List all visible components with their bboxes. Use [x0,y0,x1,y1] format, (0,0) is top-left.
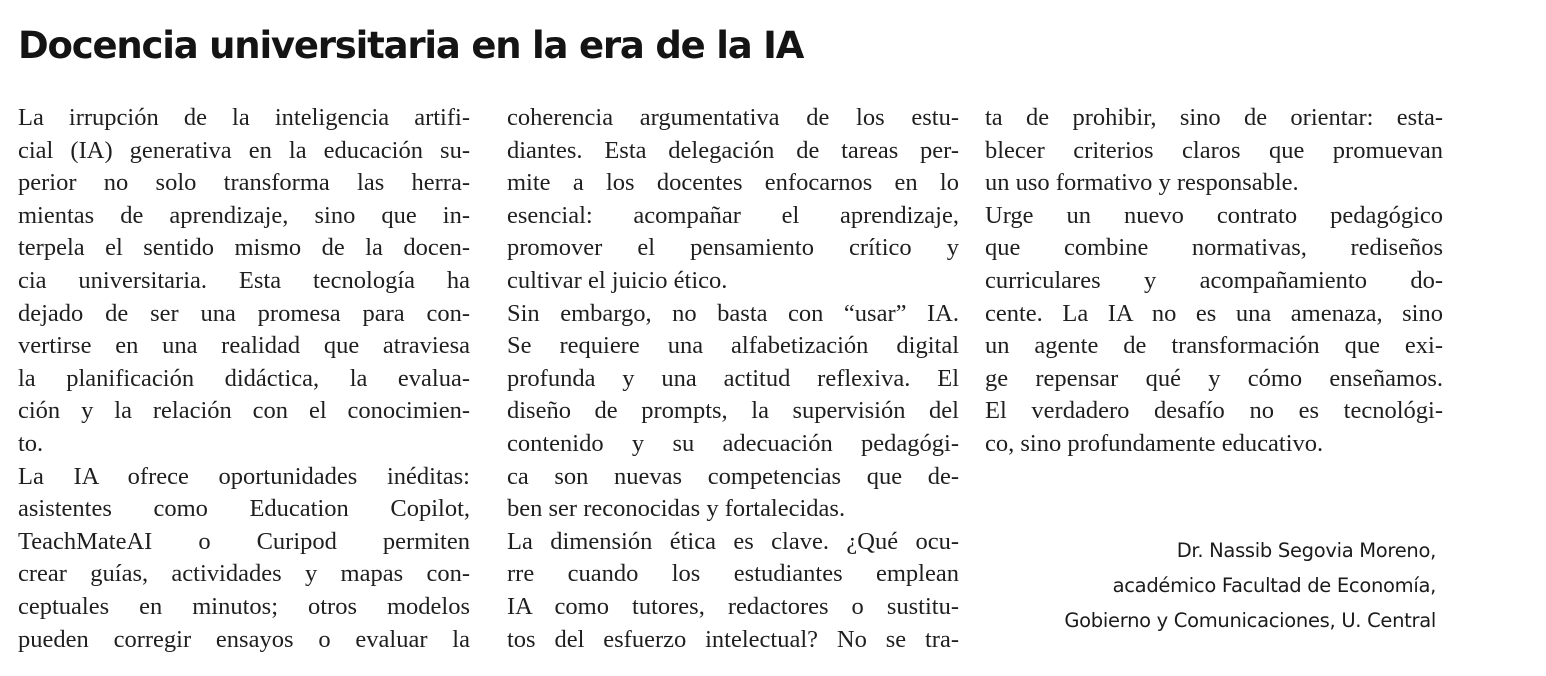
text-line: co, sino profundamente educativo. [985,429,1324,457]
text-line: cultivar el juicio ético. [507,266,728,294]
author-name: Dr. Nassib Segovia Moreno, [1176,539,1436,562]
text-line: La dimensión ética es clave. ¿Qué ocu- [507,527,959,555]
text-line: la planificación didáctica, la evalua- [18,364,470,392]
text-line: Se requiere una alfabetización digital [507,332,959,360]
text-line: contenido y su adecuación pedagógi- [507,429,959,457]
text-line: vertirse en una realidad que atraviesa [18,332,470,360]
text-line: mite a los docentes enfocarnos en lo [507,169,959,197]
article-title: Docencia universitaria en la era de la IA [18,24,804,67]
text-line: La IA ofrece oportunidades inéditas: [18,462,470,490]
text-line: ge repensar qué y cómo enseñamos. [985,364,1443,392]
text-line: tos del esfuerzo intelectual? No se tra- [507,625,959,653]
text-line: ta de prohibir, sino de orientar: esta- [985,104,1443,131]
text-line: un agente de transformación que exi- [985,332,1443,360]
text-line: crear guías, actividades y mapas con- [18,560,470,588]
text-line: ca son nuevas competencias que de- [507,462,959,490]
author-role: académico Facultad de Economía, [1112,574,1436,597]
text-line: que combine normativas, rediseños [985,234,1443,262]
text-line: cial (IA) generativa en la educación su- [18,136,470,164]
text-line: TeachMateAI o Curipod permiten [18,527,470,555]
text-line: ceptuales en minutos; otros modelos [18,592,470,620]
text-line: perior no solo transforma las herra- [18,169,470,197]
text-line: cente. La IA no es una amenaza, sino [985,299,1443,327]
text-line: mientas de aprendizaje, sino que in- [18,201,470,229]
text-line: diantes. Esta delegación de tareas per- [507,136,959,164]
text-line: esencial: acompañar el aprendizaje, [507,201,959,229]
text-line: promover el pensamiento crítico y [507,234,959,262]
text-line: Urge un nuevo contrato pedagógico [985,201,1443,229]
text-line: terpela el sentido mismo de la docen- [18,234,470,262]
text-line: to. [18,429,44,457]
text-line: ben ser reconocidas y fortalecidas. [507,495,846,523]
text-line: asistentes como Education Copilot, [18,495,470,523]
text-line: rre cuando los estudiantes emplean [507,560,959,588]
text-line: coherencia argumentativa de los estu- [507,104,959,131]
text-line: ción y la relación con el conocimien- [18,397,470,425]
text-line: pueden corregir ensayos o evaluar la [18,625,470,653]
text-line: cia universitaria. Esta tecnología ha [18,266,470,294]
author-affiliation: Gobierno y Comunicaciones, U. Central [1064,609,1436,632]
text-line: diseño de prompts, la supervisión del [507,397,959,425]
text-line: IA como tutores, redactores o sustitu- [507,592,959,620]
article-column-3 [985,102,1443,461]
text-line: Sin embargo, no basta con “usar” IA. [507,299,959,327]
article-column-2 [507,102,959,656]
text-line: curriculares y acompañamiento do- [985,266,1443,294]
text-line: profunda y una actitud reflexiva. El [507,364,959,392]
text-line: blecer criterios claros que promuevan [985,136,1443,164]
text-line: un uso formativo y responsable. [985,169,1299,197]
text-line: dejado de ser una promesa para con- [18,299,470,327]
article-column-1 [18,102,470,656]
text-line: El verdadero desafío no es tecnológi- [985,397,1443,425]
author-byline [956,533,1436,638]
text-line: La irrupción de la inteligencia artifi- [18,104,470,131]
